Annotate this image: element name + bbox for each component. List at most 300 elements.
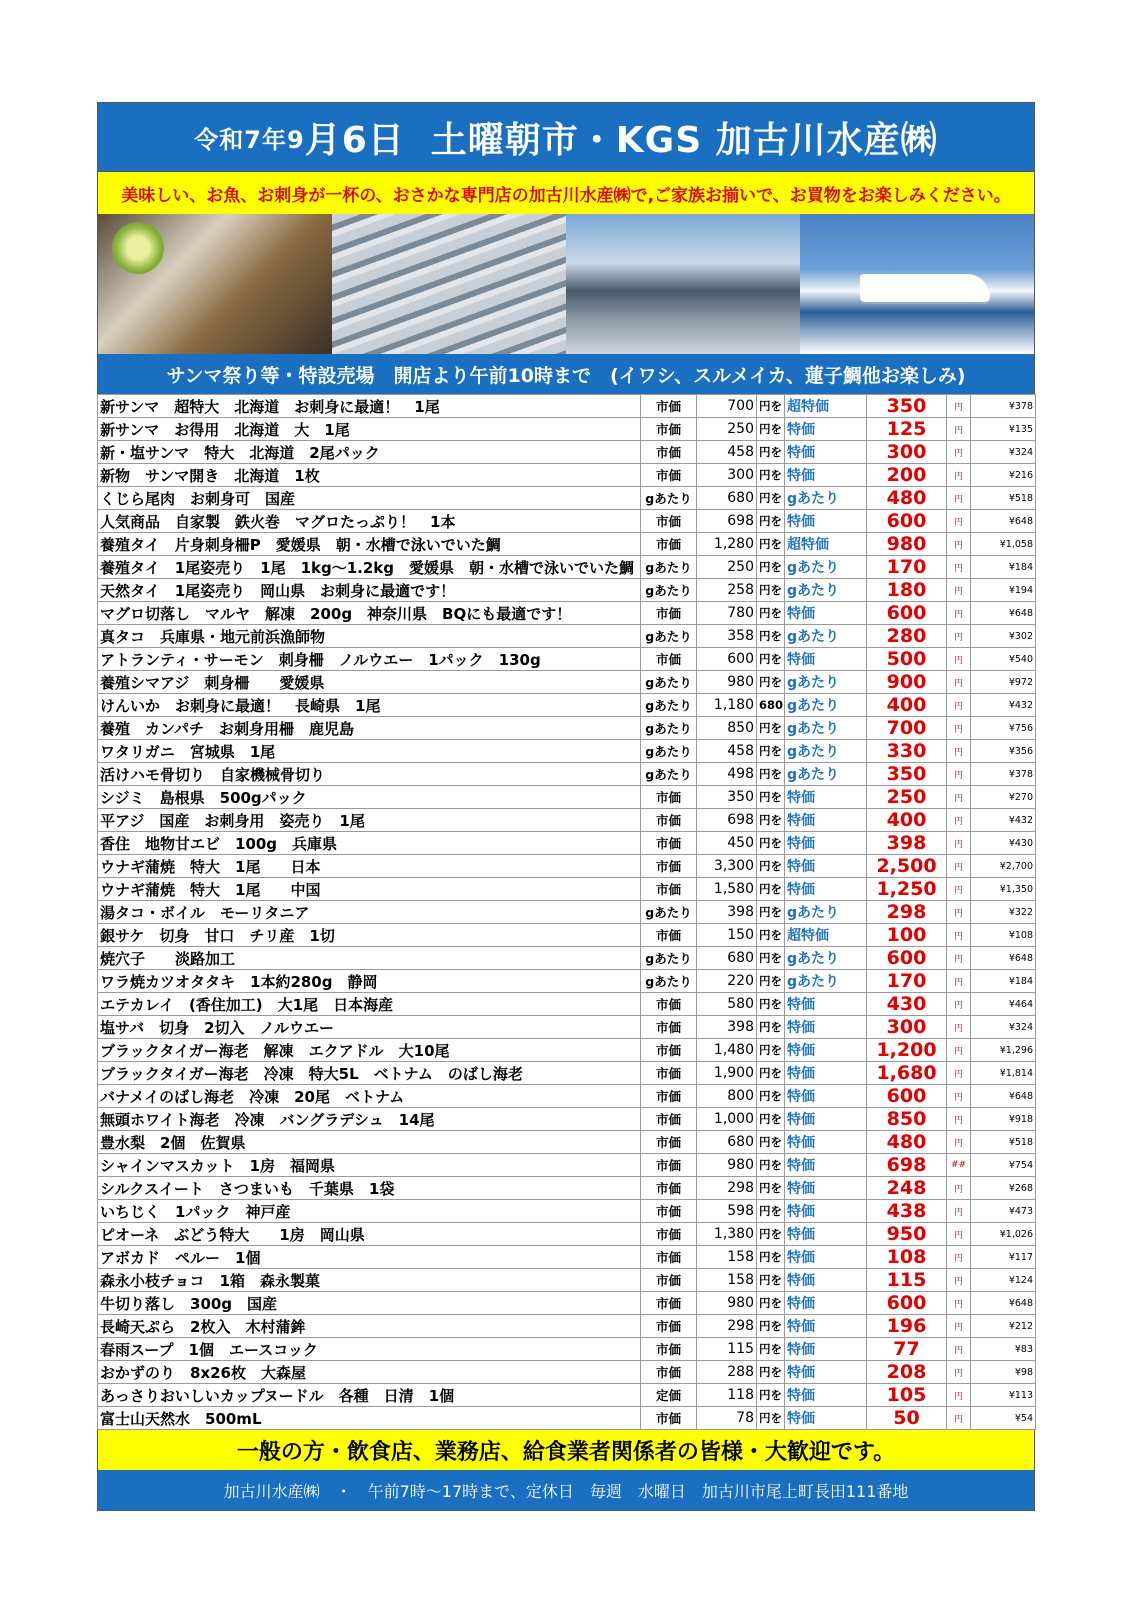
cell-unit: 円を (757, 1154, 785, 1177)
cell-name: けんいか お刺身に最適！ 長崎県 1尾 (98, 694, 641, 717)
cell-reg: 220 (697, 970, 757, 993)
cell-yen: 円 (947, 556, 971, 579)
cell-type: 市価 (641, 1016, 697, 1039)
table-row (98, 1062, 1036, 1085)
cell-unit: 円を (757, 1016, 785, 1039)
cell-yen: 円 (947, 1085, 971, 1108)
cell-label: gあたり (785, 487, 867, 510)
cell-type: 市価 (641, 1223, 697, 1246)
cell-type: gあたり (641, 671, 697, 694)
cell-unit: 円を (757, 510, 785, 533)
cell-sale: 170 (867, 970, 947, 993)
cell-label: gあたり (785, 694, 867, 717)
cell-unit: 円を (757, 1223, 785, 1246)
cell-unit: 円を (757, 1085, 785, 1108)
cell-sale: 196 (867, 1315, 947, 1338)
cell-tax: ¥464 (971, 993, 1036, 1016)
cell-reg: 398 (697, 901, 757, 924)
table-row (98, 1016, 1036, 1039)
table-row (98, 809, 1036, 832)
cell-tax: ¥1,026 (971, 1223, 1036, 1246)
cell-unit: 円を (757, 556, 785, 579)
cell-unit: 円を (757, 717, 785, 740)
cell-label: 特価 (785, 1177, 867, 1200)
cell-reg: 3,300 (697, 855, 757, 878)
title-date: 月6日 (304, 119, 405, 161)
cell-name: 平アジ 国産 お刺身用 姿売り 1尾 (98, 809, 641, 832)
cell-reg: 980 (697, 1154, 757, 1177)
cell-yen: 円 (947, 1361, 971, 1384)
cell-unit: 円を (757, 993, 785, 1016)
cell-name: ウナギ蒲焼 特大 1尾 中国 (98, 878, 641, 901)
cell-type: 市価 (641, 1131, 697, 1154)
cell-tax: ¥216 (971, 464, 1036, 487)
cell-tax: ¥972 (971, 671, 1036, 694)
title-era: 令和7年9 (194, 125, 305, 154)
cell-tax: ¥124 (971, 1269, 1036, 1292)
cell-yen: 円 (947, 1407, 971, 1430)
cell-unit: 円を (757, 395, 785, 418)
cell-reg: 298 (697, 1315, 757, 1338)
cell-yen: 円 (947, 924, 971, 947)
cell-unit: 円を (757, 1361, 785, 1384)
cell-type: 市価 (641, 1108, 697, 1131)
cell-label: 特価 (785, 1154, 867, 1177)
cell-type: gあたり (641, 717, 697, 740)
title-store: 土曜朝市・KGS 加古川水産㈱ (430, 119, 938, 161)
fresh-sanma-photo (332, 214, 566, 354)
table-row (98, 395, 1036, 418)
cell-sale: 980 (867, 533, 947, 556)
cell-tax: ¥1,350 (971, 878, 1036, 901)
cell-name: 森永小枝チョコ 1箱 森永製菓 (98, 1269, 641, 1292)
table-row (98, 993, 1036, 1016)
cell-yen: 円 (947, 671, 971, 694)
cell-tax: ¥432 (971, 809, 1036, 832)
cell-yen: 円 (947, 441, 971, 464)
cell-tax: ¥302 (971, 625, 1036, 648)
cell-label: 特価 (785, 1085, 867, 1108)
cell-label: 特価 (785, 1384, 867, 1407)
table-row (98, 970, 1036, 993)
table-row (98, 1384, 1036, 1407)
cell-tax: ¥540 (971, 648, 1036, 671)
cell-reg: 600 (697, 648, 757, 671)
table-row (98, 487, 1036, 510)
cell-yen: 円 (947, 1384, 971, 1407)
price-table (97, 394, 1036, 1430)
cell-tax: ¥1,814 (971, 1062, 1036, 1085)
cell-type: 市価 (641, 1361, 697, 1384)
cell-sale: 400 (867, 694, 947, 717)
cell-yen: 円 (947, 993, 971, 1016)
cell-type: 市価 (641, 395, 697, 418)
cell-yen: 円 (947, 510, 971, 533)
cell-unit: 円を (757, 1039, 785, 1062)
cell-type: gあたり (641, 740, 697, 763)
cell-type: 市価 (641, 1200, 697, 1223)
cell-label: 特価 (785, 1016, 867, 1039)
cell-unit: 円を (757, 1177, 785, 1200)
table-row (98, 533, 1036, 556)
cell-tax: ¥918 (971, 1108, 1036, 1131)
cell-label: 特価 (785, 464, 867, 487)
cell-label: 特価 (785, 441, 867, 464)
cell-yen: 円 (947, 1338, 971, 1361)
cell-sale: 300 (867, 441, 947, 464)
cell-yen: 円 (947, 625, 971, 648)
cell-name: あっさりおいしいカップヌードル 各種 日清 1個 (98, 1384, 641, 1407)
cell-name: シジミ 島根県 500gパック (98, 786, 641, 809)
cell-label: 特価 (785, 1223, 867, 1246)
welcome-banner: 一般の方・飲食店、業務店、給食業者関係者の皆様・大歓迎です。 (97, 1430, 1035, 1470)
cell-label: gあたり (785, 901, 867, 924)
cell-tax: ¥356 (971, 740, 1036, 763)
cell-sale: 1,680 (867, 1062, 947, 1085)
cell-unit: 円を (757, 740, 785, 763)
cell-unit: 円を (757, 533, 785, 556)
cell-label: 特価 (785, 855, 867, 878)
cell-tax: ¥108 (971, 924, 1036, 947)
cell-type: 市価 (641, 602, 697, 625)
table-row (98, 602, 1036, 625)
cell-name: バナメイのばし海老 冷凍 20尾 ベトナム (98, 1085, 641, 1108)
cell-label: 特価 (785, 1292, 867, 1315)
cell-tax: ¥184 (971, 556, 1036, 579)
table-row (98, 947, 1036, 970)
cell-type: 市価 (641, 418, 697, 441)
cell-name: 香住 地物甘エビ 100g 兵庫県 (98, 832, 641, 855)
cell-name: 銀サケ 切身 甘口 チリ産 1切 (98, 924, 641, 947)
cell-tax: ¥648 (971, 947, 1036, 970)
cell-sale: 900 (867, 671, 947, 694)
table-row (98, 1223, 1036, 1246)
cell-yen: ## (947, 1154, 971, 1177)
cell-sale: 208 (867, 1361, 947, 1384)
cell-reg: 850 (697, 717, 757, 740)
cell-reg: 498 (697, 763, 757, 786)
cell-name: 天然タイ 1尾姿売り 岡山県 お刺身に最適です！ (98, 579, 641, 602)
cell-name: 活けハモ骨切り 自家機械骨切り (98, 763, 641, 786)
cell-unit: 円を (757, 487, 785, 510)
cell-unit: 円を (757, 878, 785, 901)
cell-label: gあたり (785, 763, 867, 786)
cell-unit: 円を (757, 1131, 785, 1154)
cell-name: 養殖タイ 1尾姿売り 1尾 1kg～1.2kg 愛媛県 朝・水槽で泳いでいた鯛 (98, 556, 641, 579)
cell-unit: 円を (757, 901, 785, 924)
cell-label: 特価 (785, 1407, 867, 1430)
cell-sale: 200 (867, 464, 947, 487)
cell-name: ブラックタイガー海老 解凍 エクアドル 大10尾 (98, 1039, 641, 1062)
cell-unit: 円を (757, 1384, 785, 1407)
cell-tax: ¥270 (971, 786, 1036, 809)
cell-reg: 1,380 (697, 1223, 757, 1246)
cell-label: 特価 (785, 1246, 867, 1269)
cell-name: ワラ焼カツオタタキ 1本約280g 静岡 (98, 970, 641, 993)
table-row (98, 671, 1036, 694)
cell-tax: ¥194 (971, 579, 1036, 602)
cell-reg: 158 (697, 1246, 757, 1269)
cell-sale: 1,250 (867, 878, 947, 901)
cell-label: gあたり (785, 579, 867, 602)
cell-label: 特価 (785, 1269, 867, 1292)
cell-label: 特価 (785, 993, 867, 1016)
cell-unit: 円を (757, 1246, 785, 1269)
cell-label: gあたり (785, 717, 867, 740)
cell-yen: 円 (947, 1223, 971, 1246)
cell-name: いちじく 1パック 神戸産 (98, 1200, 641, 1223)
cell-reg: 800 (697, 1085, 757, 1108)
cell-tax: ¥324 (971, 1016, 1036, 1039)
cell-type: 市価 (641, 1269, 697, 1292)
cell-sale: 298 (867, 901, 947, 924)
cell-reg: 698 (697, 809, 757, 832)
cell-unit: 円を (757, 832, 785, 855)
store-footer: 加古川水産㈱ ・ 午前7時～17時まで、定休日 毎週 水曜日 加古川市尾上町長田111番地 (97, 1470, 1035, 1511)
cell-name: 真タコ 兵庫県・地元前浜漁師物 (98, 625, 641, 648)
cell-tax: ¥648 (971, 602, 1036, 625)
cell-sale: 398 (867, 832, 947, 855)
cell-reg: 300 (697, 464, 757, 487)
cell-name: 湯タコ・ボイル モーリタニア (98, 901, 641, 924)
cell-reg: 980 (697, 1292, 757, 1315)
cell-tax: ¥473 (971, 1200, 1036, 1223)
cell-sale: 700 (867, 717, 947, 740)
cell-label: 超特価 (785, 533, 867, 556)
cell-tax: ¥378 (971, 395, 1036, 418)
cell-yen: 円 (947, 947, 971, 970)
slogan: 美味しい、お魚、お刺身が一杯の、おさかな専門店の加古川水産㈱で,ご家族お揃いで、お買物をお楽しみください。 (97, 172, 1035, 214)
cell-type: 定価 (641, 1384, 697, 1407)
cell-tax: ¥1,296 (971, 1039, 1036, 1062)
table-row (98, 901, 1036, 924)
cell-yen: 円 (947, 418, 971, 441)
cell-sale: 430 (867, 993, 947, 1016)
cell-yen: 円 (947, 786, 971, 809)
cell-sale: 600 (867, 1292, 947, 1315)
table-row (98, 1338, 1036, 1361)
cell-tax: ¥83 (971, 1338, 1036, 1361)
cell-label: 特価 (785, 602, 867, 625)
cell-label: gあたり (785, 970, 867, 993)
cell-reg: 580 (697, 993, 757, 1016)
table-row (98, 1292, 1036, 1315)
cell-tax: ¥754 (971, 1154, 1036, 1177)
cell-unit: 円を (757, 970, 785, 993)
cell-name: 養殖シマアジ 刺身柵 愛媛県 (98, 671, 641, 694)
cell-name: 塩サバ 切身 2切入 ノルウエー (98, 1016, 641, 1039)
cell-reg: 458 (697, 740, 757, 763)
cell-tax: ¥648 (971, 1292, 1036, 1315)
cell-reg: 250 (697, 418, 757, 441)
cell-reg: 1,900 (697, 1062, 757, 1085)
cell-yen: 円 (947, 395, 971, 418)
event-bar: サンマ祭り等・特設売場 開店より午前10時まで (イワシ、スルメイカ、蓮子鯛他お楽しみ) (97, 354, 1035, 394)
cell-type: 市価 (641, 1246, 697, 1269)
cell-label: gあたり (785, 625, 867, 648)
table-row (98, 1269, 1036, 1292)
cell-yen: 円 (947, 878, 971, 901)
table-row (98, 924, 1036, 947)
cell-type: 市価 (641, 441, 697, 464)
table-row (98, 717, 1036, 740)
cell-unit: 円を (757, 763, 785, 786)
cell-label: 特価 (785, 786, 867, 809)
cell-tax: ¥518 (971, 1131, 1036, 1154)
cell-reg: 698 (697, 510, 757, 533)
cell-reg: 980 (697, 671, 757, 694)
cell-yen: 円 (947, 1200, 971, 1223)
cell-tax: ¥117 (971, 1246, 1036, 1269)
cell-reg: 450 (697, 832, 757, 855)
cell-reg: 598 (697, 1200, 757, 1223)
table-row (98, 1407, 1036, 1430)
cell-type: 市価 (641, 1407, 697, 1430)
title-bar (97, 102, 1035, 172)
table-row (98, 1039, 1036, 1062)
cell-unit: 円を (757, 1269, 785, 1292)
cell-sale: 1,200 (867, 1039, 947, 1062)
cell-name: ブラックタイガー海老 冷凍 特大5L ベトナム のばし海老 (98, 1062, 641, 1085)
cell-tax: ¥378 (971, 763, 1036, 786)
cell-unit: 円を (757, 855, 785, 878)
cell-name: 牛切り落し 300g 国産 (98, 1292, 641, 1315)
cell-unit: 円を (757, 786, 785, 809)
cell-sale: 698 (867, 1154, 947, 1177)
cell-type: 市価 (641, 855, 697, 878)
cell-yen: 円 (947, 602, 971, 625)
cell-type: 市価 (641, 1292, 697, 1315)
cell-sale: 850 (867, 1108, 947, 1131)
cell-reg: 1,480 (697, 1039, 757, 1062)
cell-sale: 125 (867, 418, 947, 441)
cell-yen: 円 (947, 855, 971, 878)
cell-yen: 円 (947, 1246, 971, 1269)
cell-reg: 780 (697, 602, 757, 625)
table-row (98, 878, 1036, 901)
cell-name: 養殖タイ 片身刺身柵P 愛媛県 朝・水槽で泳いでいた鯛 (98, 533, 641, 556)
cell-name: マグロ切落し マルヤ 解凍 200g 神奈川県 BQにも最適です！ (98, 602, 641, 625)
table-row (98, 464, 1036, 487)
cell-sale: 500 (867, 648, 947, 671)
table-row (98, 418, 1036, 441)
cell-label: 特価 (785, 809, 867, 832)
cell-label: gあたり (785, 671, 867, 694)
cell-yen: 円 (947, 1131, 971, 1154)
cell-type: 市価 (641, 648, 697, 671)
cell-label: 特価 (785, 832, 867, 855)
cell-sale: 250 (867, 786, 947, 809)
cell-reg: 288 (697, 1361, 757, 1384)
cell-yen: 円 (947, 832, 971, 855)
cell-type: 市価 (641, 1039, 697, 1062)
cell-unit: 円を (757, 464, 785, 487)
flyer-sheet (97, 102, 1035, 1511)
table-row (98, 763, 1036, 786)
cell-sale: 480 (867, 1131, 947, 1154)
price-rows (98, 395, 1036, 1430)
cell-reg: 1,180 (697, 694, 757, 717)
cell-name: シルクスイート さつまいも 千葉県 1袋 (98, 1177, 641, 1200)
cell-type: 市価 (641, 832, 697, 855)
cell-type: 市価 (641, 993, 697, 1016)
cell-unit: 円を (757, 602, 785, 625)
cell-sale: 600 (867, 510, 947, 533)
cell-sale: 280 (867, 625, 947, 648)
cell-reg: 700 (697, 395, 757, 418)
cell-sale: 100 (867, 924, 947, 947)
cell-yen: 円 (947, 533, 971, 556)
cell-reg: 1,280 (697, 533, 757, 556)
cell-name: 焼穴子 淡路加工 (98, 947, 641, 970)
cell-type: 市価 (641, 1338, 697, 1361)
cell-name: 春雨スープ 1個 エースコック (98, 1338, 641, 1361)
cell-yen: 円 (947, 1269, 971, 1292)
cell-sale: 77 (867, 1338, 947, 1361)
cell-name: 富士山天然水 500mL (98, 1407, 641, 1430)
cell-tax: ¥322 (971, 901, 1036, 924)
cell-unit: 円を (757, 1292, 785, 1315)
table-row (98, 832, 1036, 855)
cell-name: ワタリガニ 宮城県 1尾 (98, 740, 641, 763)
cell-type: gあたり (641, 579, 697, 602)
cell-yen: 円 (947, 763, 971, 786)
cell-tax: ¥135 (971, 418, 1036, 441)
table-row (98, 1361, 1036, 1384)
cell-unit: 円を (757, 579, 785, 602)
cell-yen: 円 (947, 1177, 971, 1200)
cell-reg: 680 (697, 947, 757, 970)
cell-name: ウナギ蒲焼 特大 1尾 日本 (98, 855, 641, 878)
cell-reg: 680 (697, 487, 757, 510)
cell-type: gあたり (641, 901, 697, 924)
cell-tax: ¥184 (971, 970, 1036, 993)
table-row (98, 1085, 1036, 1108)
cell-unit: 円を (757, 809, 785, 832)
cell-unit: 円を (757, 441, 785, 464)
cell-sale: 600 (867, 602, 947, 625)
cell-type: 市価 (641, 533, 697, 556)
cell-name: シャインマスカット 1房 福岡県 (98, 1154, 641, 1177)
cell-label: 特価 (785, 1361, 867, 1384)
cell-reg: 358 (697, 625, 757, 648)
cell-reg: 680 (697, 1131, 757, 1154)
cell-tax: ¥432 (971, 694, 1036, 717)
cell-yen: 円 (947, 717, 971, 740)
cell-reg: 78 (697, 1407, 757, 1430)
cell-reg: 250 (697, 556, 757, 579)
cell-type: 市価 (641, 1085, 697, 1108)
cell-name: 養殖 カンパチ お刺身用柵 鹿児島 (98, 717, 641, 740)
cell-unit: 円を (757, 1338, 785, 1361)
cell-sale: 180 (867, 579, 947, 602)
cell-type: 市価 (641, 1315, 697, 1338)
cell-unit: 円を (757, 924, 785, 947)
cell-label: 特価 (785, 1338, 867, 1361)
cell-sale: 170 (867, 556, 947, 579)
cell-name: エテカレイ (香住加工) 大1尾 日本海産 (98, 993, 641, 1016)
cell-sale: 248 (867, 1177, 947, 1200)
cell-type: 市価 (641, 924, 697, 947)
cell-name: 新サンマ お得用 北海道 大 1尾 (98, 418, 641, 441)
cell-type: 市価 (641, 878, 697, 901)
cell-sale: 300 (867, 1016, 947, 1039)
cell-label: 特価 (785, 1108, 867, 1131)
cell-yen: 円 (947, 1016, 971, 1039)
cell-tax: ¥212 (971, 1315, 1036, 1338)
cell-label: 超特価 (785, 395, 867, 418)
cell-unit: 円を (757, 1108, 785, 1131)
